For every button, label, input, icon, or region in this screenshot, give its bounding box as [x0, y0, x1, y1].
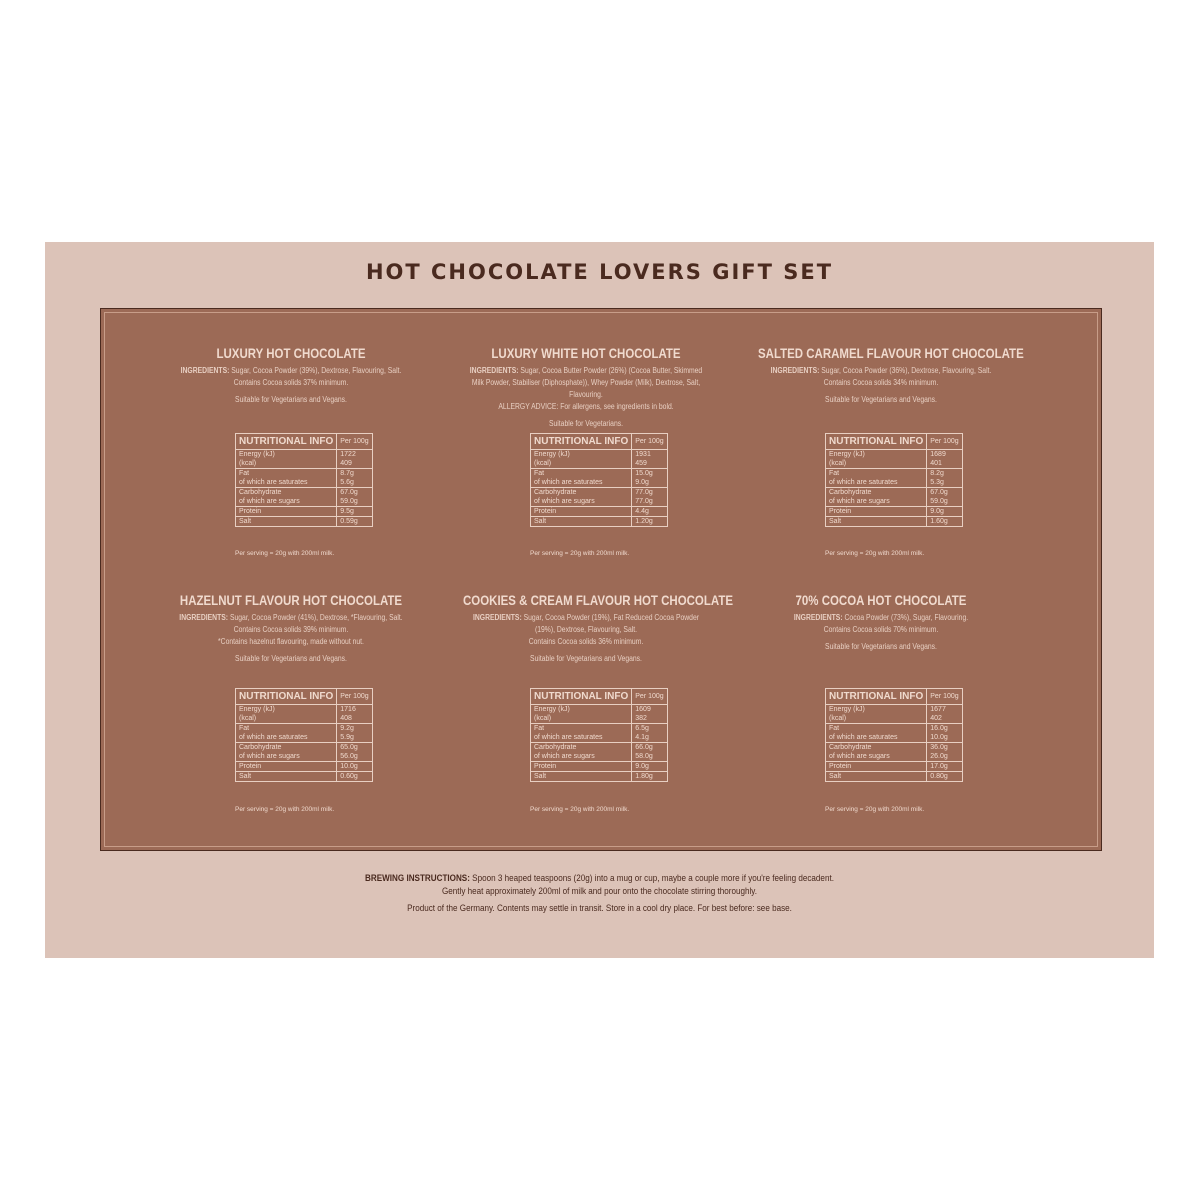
product-block	[731, 345, 1031, 404]
nutrient-value: 59.0g	[337, 497, 372, 507]
nutrition-header: NUTRITIONAL INFO	[531, 689, 632, 705]
per-100g-header: Per 100g	[337, 689, 372, 705]
table-row	[826, 517, 963, 527]
nutrient-label: Energy (kJ)	[239, 451, 275, 458]
nutrition-header: NUTRITIONAL INFO	[236, 689, 337, 705]
product-note: Contains Cocoa solids 37% minimum.	[233, 378, 349, 387]
nutrient-value: 9.0g	[632, 478, 667, 488]
nutrient-value: 17.0g	[927, 762, 962, 772]
nutrient-label: of which are saturates	[239, 734, 308, 741]
nutrient-label: Energy (kJ)	[534, 706, 570, 713]
ingredients-text: Sugar, Cocoa Powder (39%), Dextrose, Flavouring, Salt.	[231, 366, 402, 375]
table-row	[531, 507, 668, 517]
nutrient-value: 382	[632, 714, 667, 724]
table-row	[826, 705, 963, 715]
nutrient-value: 0.60g	[337, 772, 372, 782]
table-header	[531, 434, 668, 450]
table-row	[236, 497, 373, 507]
nutrient-label: Protein	[236, 762, 337, 772]
table-row	[531, 497, 668, 507]
nutrient-label: of which are saturates	[829, 734, 898, 741]
nutrient-label: of which are saturates	[534, 479, 603, 486]
nutrient-value: 459	[632, 459, 667, 469]
serving-note: Per serving = 20g with 200ml milk.	[825, 550, 925, 557]
product-note: *Contains hazelnut flavouring, made without nut.	[218, 637, 364, 646]
nutrient-label: Fat	[236, 469, 337, 479]
nutrition-table	[530, 433, 668, 527]
serving-note: Per serving = 20g with 200ml milk.	[530, 806, 630, 813]
nutrient-label: Salt	[236, 772, 337, 782]
table-row	[531, 724, 668, 734]
product-note: Contains Cocoa solids 34% minimum.	[823, 378, 939, 387]
ingredients-text: Sugar, Cocoa Powder (36%), Dextrose, Flavouring, Salt.	[821, 366, 992, 375]
nutrition-header: NUTRITIONAL INFO	[236, 434, 337, 450]
nutrient-value: 9.0g	[632, 762, 667, 772]
suitability-text: Suitable for Vegetarians and Vegans.	[235, 654, 347, 663]
table-row	[236, 724, 373, 734]
nutrient-label: Salt	[826, 517, 927, 527]
nutrient-value: 1716	[337, 705, 372, 715]
product-ingredients	[459, 365, 714, 413]
nutrition-table	[825, 688, 963, 782]
products-panel	[100, 308, 1102, 851]
nutrition-header: NUTRITIONAL INFO	[531, 434, 632, 450]
nutrient-label: (kcal)	[829, 460, 847, 467]
nutrient-label: Fat	[826, 469, 927, 479]
nutrient-value: 10.0g	[337, 762, 372, 772]
nutrient-label: Carbohydrate	[236, 743, 337, 753]
nutrient-value: 56.0g	[337, 752, 372, 762]
ingredients-label: INGREDIENTS:	[179, 613, 229, 622]
table-row	[531, 705, 668, 715]
table-row	[826, 772, 963, 782]
suitability-text: Suitable for Vegetarians and Vegans.	[825, 642, 937, 651]
table-header	[236, 434, 373, 450]
table-row	[826, 507, 963, 517]
nutrient-value: 408	[337, 714, 372, 724]
nutrient-label: of which are sugars	[239, 753, 300, 760]
table-row	[826, 450, 963, 460]
table-row	[531, 762, 668, 772]
table-row	[826, 733, 963, 743]
table-header	[236, 689, 373, 705]
nutrient-label: Fat	[826, 724, 927, 734]
nutrient-value: 8.2g	[927, 469, 962, 479]
nutrient-label: Salt	[236, 517, 337, 527]
table-row	[826, 762, 963, 772]
table-header	[826, 689, 963, 705]
nutrient-label: Carbohydrate	[826, 488, 927, 498]
nutrient-label: Fat	[531, 469, 632, 479]
table-row	[826, 497, 963, 507]
origin-text: Product of the Germany. Contents may settle in transit. Store in a cool dry place. For best before: see base.	[407, 903, 792, 913]
table-row	[531, 450, 668, 460]
nutrient-value: 5.6g	[337, 478, 372, 488]
nutrient-label: Protein	[826, 507, 927, 517]
table-row	[236, 450, 373, 460]
nutrient-label: Energy (kJ)	[829, 706, 865, 713]
nutrient-label: Carbohydrate	[531, 488, 632, 498]
nutrient-value: 9.0g	[927, 507, 962, 517]
ingredients-text: Sugar, Cocoa Powder (41%), Dextrose, *Flavouring, Salt.	[229, 613, 403, 622]
product-ingredients	[754, 612, 1009, 636]
table-row	[826, 469, 963, 479]
nutrient-label: of which are saturates	[829, 479, 898, 486]
nutrient-value: 401	[927, 459, 962, 469]
table-row	[236, 762, 373, 772]
table-row	[236, 459, 373, 469]
product-name: 70% COCOA HOT CHOCOLATE	[795, 592, 967, 608]
table-row	[236, 733, 373, 743]
ingredients-label: INGREDIENTS:	[180, 366, 230, 375]
nutrient-value: 77.0g	[632, 488, 667, 498]
brewing-line-2: Gently heat approximately 200ml of milk and pour onto the chocolate stirring thoroughly.	[441, 886, 758, 896]
nutrient-value: 67.0g	[337, 488, 372, 498]
product-name: HAZELNUT FLAVOUR HOT CHOCOLATE	[179, 592, 403, 608]
table-row	[531, 517, 668, 527]
brewing-text: Spoon 3 heaped teaspoons (20g) into a mug or cup, maybe a couple more if you're feeling decadent.	[472, 873, 834, 883]
nutrient-value: 1.80g	[632, 772, 667, 782]
footer	[45, 872, 1154, 915]
nutrient-label: (kcal)	[239, 460, 257, 467]
table-row	[531, 714, 668, 724]
table-row	[531, 772, 668, 782]
nutrient-value: 0.80g	[927, 772, 962, 782]
nutrient-value: 6.5g	[632, 724, 667, 734]
per-100g-header: Per 100g	[927, 689, 962, 705]
product-note: Contains Cocoa solids 70% minimum.	[823, 625, 939, 634]
product-block	[141, 592, 441, 663]
table-row	[236, 705, 373, 715]
nutrient-value: 4.4g	[632, 507, 667, 517]
nutrient-label: Carbohydrate	[826, 743, 927, 753]
gift-set-label	[45, 242, 1154, 958]
table-row	[236, 714, 373, 724]
nutrient-value: 16.0g	[927, 724, 962, 734]
product-ingredients	[164, 365, 419, 389]
nutrient-value: 58.0g	[632, 752, 667, 762]
nutrient-label: Protein	[826, 762, 927, 772]
nutrient-label: of which are sugars	[829, 498, 890, 505]
ingredients-label: INGREDIENTS:	[793, 613, 843, 622]
nutrient-label: Carbohydrate	[531, 743, 632, 753]
table-row	[531, 752, 668, 762]
nutrient-value: 1689	[927, 450, 962, 460]
nutrient-label: Protein	[531, 762, 632, 772]
table-row	[826, 724, 963, 734]
nutrient-value: 5.9g	[337, 733, 372, 743]
nutrient-label: (kcal)	[534, 460, 552, 467]
brewing-line-1	[100, 872, 1098, 885]
per-100g-header: Per 100g	[337, 434, 372, 450]
table-row	[236, 507, 373, 517]
ingredients-label: INGREDIENTS:	[469, 366, 519, 375]
ingredients-text: Cocoa Powder (73%), Sugar, Flavouring.	[844, 613, 969, 622]
nutrient-value: 10.0g	[927, 733, 962, 743]
nutrient-value: 9.5g	[337, 507, 372, 517]
nutrient-value: 9.2g	[337, 724, 372, 734]
product-note: Contains Cocoa solids 39% minimum.	[233, 625, 349, 634]
nutrient-value: 1931	[632, 450, 667, 460]
product-ingredients	[164, 612, 419, 648]
nutrient-value: 15.0g	[632, 469, 667, 479]
nutrient-label: Fat	[236, 724, 337, 734]
nutrient-value: 402	[927, 714, 962, 724]
nutrition-header: NUTRITIONAL INFO	[826, 689, 927, 705]
nutrient-value: 8.7g	[337, 469, 372, 479]
table-row	[531, 733, 668, 743]
serving-note: Per serving = 20g with 200ml milk.	[235, 806, 335, 813]
nutrient-label: of which are sugars	[534, 498, 595, 505]
nutrition-table	[530, 688, 668, 782]
nutrient-label: Fat	[531, 724, 632, 734]
nutrient-label: Salt	[531, 517, 632, 527]
ingredients-label: INGREDIENTS:	[770, 366, 820, 375]
nutrient-label: (kcal)	[534, 715, 552, 722]
suitability-text: Suitable for Vegetarians and Vegans.	[825, 395, 937, 404]
ingredients-text: Sugar, Cocoa Butter Powder (26%) (Cocoa Butter, Skimmed Milk Powder, Stabiliser (Diphosphate)), Whey Powder (Milk), Dextrose, Salt, Flavouring.	[471, 366, 703, 399]
ingredients-text: Sugar, Cocoa Powder (19%), Fat Reduced Cocoa Powder (19%), Dextrose, Flavouring, Salt.	[523, 613, 700, 634]
per-100g-header: Per 100g	[927, 434, 962, 450]
nutrient-value: 1.60g	[927, 517, 962, 527]
table-row	[236, 478, 373, 488]
table-row	[236, 752, 373, 762]
nutrient-label: Energy (kJ)	[239, 706, 275, 713]
table-row	[531, 469, 668, 479]
nutrition-table	[235, 433, 373, 527]
table-header	[826, 434, 963, 450]
product-name: LUXURY WHITE HOT CHOCOLATE	[491, 345, 681, 361]
table-row	[531, 459, 668, 469]
serving-note: Per serving = 20g with 200ml milk.	[825, 806, 925, 813]
nutrient-label: Protein	[531, 507, 632, 517]
table-row	[826, 488, 963, 498]
nutrient-value: 4.1g	[632, 733, 667, 743]
nutrient-value: 66.0g	[632, 743, 667, 753]
serving-note: Per serving = 20g with 200ml milk.	[530, 550, 630, 557]
nutrient-value: 59.0g	[927, 497, 962, 507]
product-name: COOKIES & CREAM FLAVOUR HOT CHOCOLATE	[463, 592, 733, 608]
table-row	[531, 488, 668, 498]
nutrient-label: of which are saturates	[534, 734, 603, 741]
table-row	[531, 478, 668, 488]
nutrient-label: of which are saturates	[239, 479, 308, 486]
product-block	[731, 592, 1031, 651]
table-row	[826, 478, 963, 488]
nutrition-header: NUTRITIONAL INFO	[826, 434, 927, 450]
nutrient-value: 36.0g	[927, 743, 962, 753]
nutrient-label: Energy (kJ)	[534, 451, 570, 458]
product-block	[141, 345, 441, 404]
per-100g-header: Per 100g	[632, 689, 667, 705]
table-row	[236, 517, 373, 527]
nutrient-value: 67.0g	[927, 488, 962, 498]
nutrient-label: Energy (kJ)	[829, 451, 865, 458]
table-row	[236, 469, 373, 479]
nutrition-table	[235, 688, 373, 782]
nutrient-label: of which are sugars	[534, 753, 595, 760]
nutrient-value: 0.59g	[337, 517, 372, 527]
table-row	[826, 752, 963, 762]
table-row	[826, 743, 963, 753]
product-note: Contains Cocoa solids 36% minimum.	[528, 637, 644, 646]
suitability-text: Suitable for Vegetarians and Vegans.	[530, 654, 642, 663]
per-100g-header: Per 100g	[632, 434, 667, 450]
brewing-label: BREWING INSTRUCTIONS:	[365, 873, 470, 883]
product-ingredients	[754, 365, 1009, 389]
table-row	[236, 772, 373, 782]
table-row	[826, 459, 963, 469]
nutrient-label: Carbohydrate	[236, 488, 337, 498]
suitability-text: Suitable for Vegetarians and Vegans.	[235, 395, 347, 404]
table-header	[531, 689, 668, 705]
table-row	[236, 743, 373, 753]
product-ingredients	[459, 612, 714, 648]
product-name: SALTED CARAMEL FLAVOUR HOT CHOCOLATE	[758, 345, 1024, 361]
table-row	[826, 714, 963, 724]
nutrient-value: 65.0g	[337, 743, 372, 753]
nutrient-label: (kcal)	[239, 715, 257, 722]
nutrient-value: 1677	[927, 705, 962, 715]
nutrition-table	[825, 433, 963, 527]
page-title: HOT CHOCOLATE LOVERS GIFT SET	[365, 260, 834, 284]
nutrient-label: Salt	[531, 772, 632, 782]
suitability-text: Suitable for Vegetarians.	[548, 419, 624, 428]
nutrient-label: Salt	[826, 772, 927, 782]
nutrient-value: 26.0g	[927, 752, 962, 762]
serving-note: Per serving = 20g with 200ml milk.	[235, 550, 335, 557]
product-block	[436, 592, 736, 663]
product-name: LUXURY HOT CHOCOLATE	[216, 345, 366, 361]
nutrient-label: of which are sugars	[239, 498, 300, 505]
nutrient-value: 1722	[337, 450, 372, 460]
nutrient-value: 77.0g	[632, 497, 667, 507]
nutrient-value: 1.20g	[632, 517, 667, 527]
nutrient-label: Protein	[236, 507, 337, 517]
ingredients-label: INGREDIENTS:	[472, 613, 522, 622]
product-block	[436, 345, 736, 428]
table-row	[531, 743, 668, 753]
nutrient-label: of which are sugars	[829, 753, 890, 760]
nutrient-value: 1609	[632, 705, 667, 715]
nutrient-value: 409	[337, 459, 372, 469]
nutrient-value: 5.3g	[927, 478, 962, 488]
table-row	[236, 488, 373, 498]
nutrient-label: (kcal)	[829, 715, 847, 722]
product-note: ALLERGY ADVICE: For allergens, see ingredients in bold.	[498, 402, 674, 411]
